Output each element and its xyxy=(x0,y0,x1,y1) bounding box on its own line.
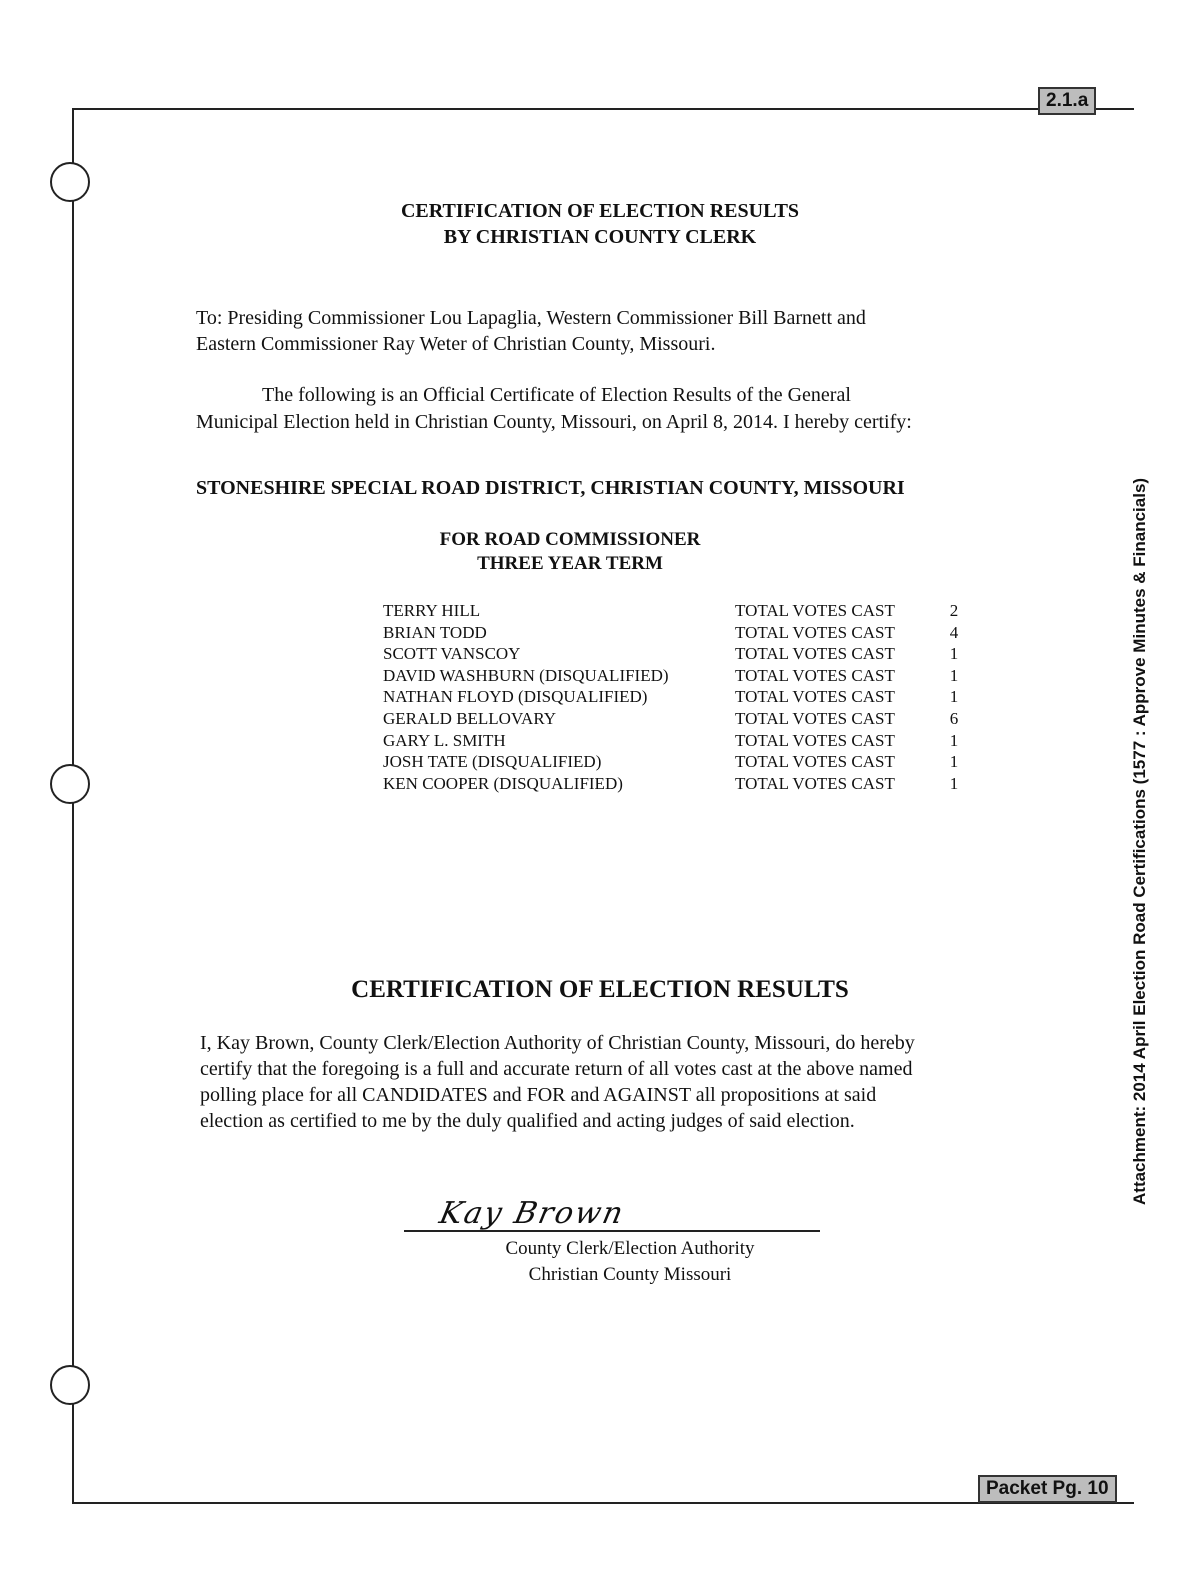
title-line-2: BY CHRISTIAN COUNTY CLERK xyxy=(443,226,757,248)
result-row xyxy=(383,622,983,644)
title-line-1: CERTIFICATION OF ELECTION RESULTS xyxy=(400,200,800,222)
certification-line-4: election as certified to me by the duly qualified and acting judges of said election. xyxy=(200,1110,855,1132)
signature-caption xyxy=(470,1236,790,1288)
votes-label: TOTAL VOTES CAST xyxy=(735,622,895,642)
race-title-line-2: THREE YEAR TERM xyxy=(477,553,663,574)
intro-line-2: Municipal Election held in Christian County, Missouri, on April 8, 2014. I hereby certify: xyxy=(196,411,912,433)
votes-label: TOTAL VOTES CAST xyxy=(735,665,895,685)
result-row xyxy=(383,708,983,730)
candidate-name: GARY L. SMITH xyxy=(383,730,506,750)
votes-label: TOTAL VOTES CAST xyxy=(735,708,895,728)
votes-label: TOTAL VOTES CAST xyxy=(735,730,895,750)
vote-count: 1 xyxy=(949,752,959,772)
vote-count: 6 xyxy=(949,708,959,728)
result-row xyxy=(383,730,983,752)
result-row xyxy=(383,665,983,687)
candidate-name: TERRY HILL xyxy=(383,601,481,620)
certification-line-3: polling place for all CANDIDATES and FOR and AGAINST all propositions at said xyxy=(200,1084,877,1106)
vote-count: 1 xyxy=(949,665,959,685)
district-heading: STONESHIRE SPECIAL ROAD DISTRICT, CHRISTIAN COUNTY, MISSOURI xyxy=(196,477,905,499)
candidate-name: DAVID WASHBURN (DISQUALIFIED) xyxy=(383,665,669,685)
binder-ring-top xyxy=(50,162,90,202)
vote-count: 1 xyxy=(949,687,959,707)
votes-label: TOTAL VOTES CAST xyxy=(735,752,895,772)
votes-label: TOTAL VOTES CAST xyxy=(735,773,895,793)
result-row xyxy=(383,686,983,708)
binder-ring-middle xyxy=(50,764,90,804)
candidate-name: BRIAN TODD xyxy=(383,622,487,642)
candidate-name: SCOTT VANSCOY xyxy=(383,644,521,664)
candidate-name: NATHAN FLOYD (DISQUALIFIED) xyxy=(383,687,648,707)
signature-title: County Clerk/Election Authority xyxy=(505,1238,755,1259)
signature-county: Christian County Missouri xyxy=(528,1264,732,1285)
attachment-tag: 2.1.a xyxy=(1038,87,1096,115)
attachment-side-note: Attachment: 2014 April Election Road Certifications (1577 : Approve Minutes & Financials) xyxy=(1130,477,1149,1205)
certification-line-2: certify that the foregoing is a full and accurate return of all votes cast at the above named xyxy=(200,1058,913,1080)
vote-count: 1 xyxy=(949,730,959,750)
signature-line xyxy=(404,1230,820,1232)
results-table xyxy=(383,600,983,794)
result-row xyxy=(383,600,983,622)
candidate-name: KEN COOPER (DISQUALIFIED) xyxy=(383,773,623,793)
votes-label: TOTAL VOTES CAST xyxy=(735,687,895,707)
vote-count: 2 xyxy=(949,601,959,620)
votes-label: TOTAL VOTES CAST xyxy=(735,644,895,664)
result-row xyxy=(383,773,983,795)
result-row xyxy=(383,751,983,773)
result-row xyxy=(383,643,983,665)
vote-count: 1 xyxy=(949,773,959,793)
binder-ring-bottom xyxy=(50,1365,90,1405)
clerk-signature: Kay Brown xyxy=(436,1196,628,1231)
addressee-line-1: To: Presiding Commissioner Lou Lapaglia, Western Commissioner Bill Barnett and xyxy=(196,307,866,329)
candidate-name: GERALD BELLOVARY xyxy=(383,708,556,728)
vote-count: 4 xyxy=(949,622,959,642)
votes-label: TOTAL VOTES CAST xyxy=(735,601,895,620)
race-title-line-1: FOR ROAD COMMISSIONER xyxy=(439,529,701,550)
candidate-name: JOSH TATE (DISQUALIFIED) xyxy=(383,752,602,772)
certification-line-1: I, Kay Brown, County Clerk/Election Authority of Christian County, Missouri, do hereby xyxy=(200,1032,915,1054)
packet-page-tag: Packet Pg. 10 xyxy=(978,1475,1117,1503)
certification-heading: CERTIFICATION OF ELECTION RESULTS xyxy=(351,976,849,1003)
addressee-line-2: Eastern Commissioner Ray Weter of Christian County, Missouri. xyxy=(196,333,716,355)
vote-count: 1 xyxy=(949,644,959,664)
intro-line-1: The following is an Official Certificate of Election Results of the General xyxy=(262,384,851,406)
